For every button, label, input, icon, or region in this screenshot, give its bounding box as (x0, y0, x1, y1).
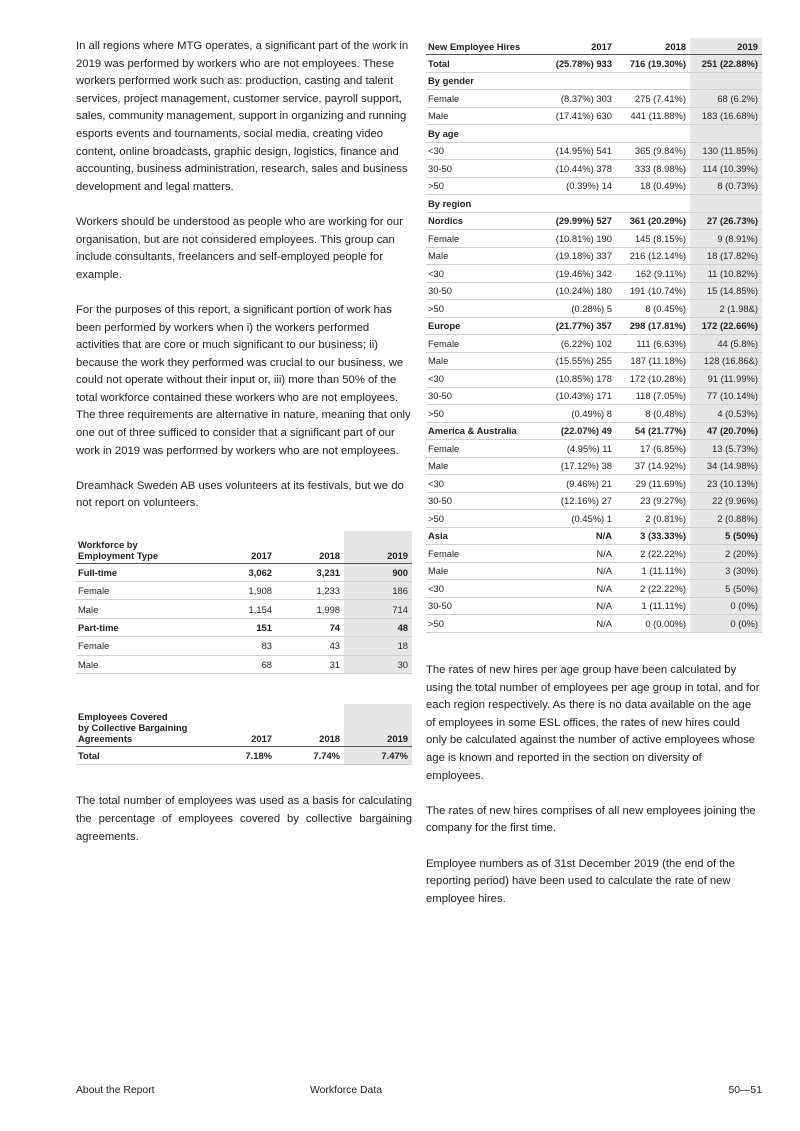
row-label: >50 (426, 510, 528, 528)
cell-value: 13 (5.73%) (690, 440, 762, 458)
cell-value: 2 (1.98&) (690, 300, 762, 318)
cell-value: 118 (7.05%) (616, 387, 690, 405)
cell-value (528, 125, 616, 143)
row-label: >50 (426, 615, 528, 633)
cell-value: N/A (528, 527, 616, 545)
row-label: <30 (426, 580, 528, 598)
cell-value: 27 (26.73%) (690, 212, 762, 230)
table-row (76, 746, 412, 764)
cell-value: 298 (17.81%) (616, 317, 690, 335)
cell-value: 22 (9.96%) (690, 492, 762, 510)
cell-value (690, 195, 762, 213)
row-label: 30-50 (426, 282, 528, 300)
table-row (426, 72, 762, 90)
right-notes (426, 662, 762, 926)
cell-value: 43 (276, 637, 344, 655)
hires-table-title: New Employee Hires (426, 38, 528, 55)
table-row (426, 562, 762, 580)
table-row (426, 142, 762, 160)
cell-value: 172 (22.66%) (690, 317, 762, 335)
row-label: Asia (426, 527, 528, 545)
table-row (76, 563, 412, 581)
table-row (426, 90, 762, 108)
row-label: Europe (426, 317, 528, 335)
row-label: Female (426, 545, 528, 563)
cell-value: N/A (528, 545, 616, 563)
cell-value: (12.16%) 27 (528, 492, 616, 510)
cell-value: 68 (220, 655, 276, 673)
table-row (426, 265, 762, 283)
table-row (426, 282, 762, 300)
table-row (76, 637, 412, 655)
cell-value: 145 (8.15%) (616, 230, 690, 248)
cell-value: 2 (22.22%) (616, 545, 690, 563)
cba-title-line1: Employees Covered (78, 710, 168, 722)
cell-value: 0 (0.00%) (616, 615, 690, 633)
table-row (426, 440, 762, 458)
workforce-table-header (76, 531, 412, 564)
table-row (426, 422, 762, 440)
row-label: 30-50 (426, 492, 528, 510)
cell-value: 29 (11.69%) (616, 475, 690, 493)
cell-value: (10.44%) 378 (528, 160, 616, 178)
cell-value: 31 (276, 655, 344, 673)
row-label: Female (76, 637, 220, 655)
table-row (426, 160, 762, 178)
table-row (426, 492, 762, 510)
workforce-table (76, 531, 412, 674)
cell-value: 9 (8.91%) (690, 230, 762, 248)
year-header: 2018 (616, 38, 690, 55)
cell-value: 47 (20.70%) (690, 422, 762, 440)
cell-value: (15.55%) 255 (528, 352, 616, 370)
table-row (426, 107, 762, 125)
workforce-title-line2: Employment Type (78, 549, 159, 561)
footer-page-numbers: 50—51 (728, 1085, 762, 1096)
cell-value: 275 (7.41%) (616, 90, 690, 108)
workers-definition-paragraph: Workers should be understood as people who are working for our organisation, but are not considered employees. This group can include consultants, freelancers and self-employed people for example. (76, 215, 403, 281)
cell-value: (6.22%) 102 (528, 335, 616, 353)
year-header: 2017 (220, 531, 276, 564)
cell-value: (0.28%) 5 (528, 300, 616, 318)
cell-value: 130 (11.85%) (690, 142, 762, 160)
table-row (426, 615, 762, 633)
cell-value: 3,231 (276, 563, 344, 581)
row-label: Male (76, 600, 220, 618)
cell-value: N/A (528, 615, 616, 633)
cell-value: 900 (344, 563, 412, 581)
cell-value: 716 (19.30%) (616, 55, 690, 73)
row-label: Male (426, 562, 528, 580)
cell-value: (4.95%) 11 (528, 440, 616, 458)
cell-value: 8 (0.73%) (690, 177, 762, 195)
cell-value: (19.46%) 342 (528, 265, 616, 283)
cell-value: 18 (344, 637, 412, 655)
footer-chapter-title: Workforce Data (310, 1085, 382, 1096)
cell-value: 191 (10.74%) (616, 282, 690, 300)
left-column (76, 38, 412, 864)
cell-value: 23 (9.27%) (616, 492, 690, 510)
cell-value: N/A (528, 580, 616, 598)
cell-value: (19.18%) 337 (528, 247, 616, 265)
first-time-paragraph: The rates of new hires comprises of all new employees joining the company for the first time. (426, 804, 756, 835)
year-header: 2017 (220, 704, 276, 747)
cell-value: (21.77%) 357 (528, 317, 616, 335)
hires-table-header (426, 38, 762, 55)
year-header: 2017 (528, 38, 616, 55)
cell-value: 162 (9.11%) (616, 265, 690, 283)
year-header: 2019 (344, 531, 412, 564)
cell-value: 1 (11.11%) (616, 562, 690, 580)
table-row (426, 352, 762, 370)
row-label: 30-50 (426, 597, 528, 615)
cba-table (76, 704, 412, 765)
cell-value: (0.49%) 8 (528, 405, 616, 423)
cell-value: 18 (17.82%) (690, 247, 762, 265)
cell-value (690, 125, 762, 143)
cell-value: 3 (33.33%) (616, 527, 690, 545)
footer-section-title: About the Report (76, 1085, 155, 1096)
volunteers-paragraph: Dreamhack Sweden AB uses volunteers at its festivals, but we do not report on volunteers. (76, 479, 404, 510)
cell-value: 1,908 (220, 582, 276, 600)
row-label: Total (426, 55, 528, 73)
table-row (76, 655, 412, 673)
cell-value: 91 (11.99%) (690, 370, 762, 388)
row-label: Male (426, 107, 528, 125)
cell-value: (10.43%) 171 (528, 387, 616, 405)
table-row (426, 597, 762, 615)
cell-value: 18 (0.49%) (616, 177, 690, 195)
cell-value: 216 (12.14%) (616, 247, 690, 265)
workforce-table-body (76, 563, 412, 673)
cell-value: 1 (11.11%) (616, 597, 690, 615)
cell-value (528, 72, 616, 90)
row-label: Female (426, 230, 528, 248)
cell-value: 1,154 (220, 600, 276, 618)
row-label: <30 (426, 142, 528, 160)
table-row (426, 212, 762, 230)
table-row (76, 582, 412, 600)
row-label: Female (76, 582, 220, 600)
row-label: >50 (426, 177, 528, 195)
table-row (426, 405, 762, 423)
row-label: Female (426, 335, 528, 353)
table-row (426, 545, 762, 563)
cell-value (616, 72, 690, 90)
cell-value (616, 125, 690, 143)
table-row (426, 580, 762, 598)
cell-value: (14.95%) 541 (528, 142, 616, 160)
row-label: >50 (426, 405, 528, 423)
intro-paragraph: In all regions where MTG operates, a significant part of the work in 2019 was performed by workers who are not employees. These workers performed work such as: production, casting and talent services, project management, customer service, payroll support, sales, community management, support in organizing and running esports events and tournaments, social media, creating video content, online broadcasts, graphic design, logistics, finance and accounting, business administration, research, sales and business development and legal matters. (76, 40, 409, 193)
cell-value: (17.12%) 38 (528, 457, 616, 475)
cell-value: 365 (9.84%) (616, 142, 690, 160)
cell-value: 5 (50%) (690, 527, 762, 545)
cell-value: 1,998 (276, 600, 344, 618)
cba-title-line3: Agreements (78, 732, 133, 744)
cba-table-title (76, 704, 220, 747)
cell-value: 2 (22.22%) (616, 580, 690, 598)
cba-table-body (76, 746, 412, 764)
cell-value: 2 (20%) (690, 545, 762, 563)
row-label: By gender (426, 72, 528, 90)
row-label: Full-time (76, 563, 220, 581)
cell-value: 4 (0.53%) (690, 405, 762, 423)
cell-value: 11 (10.82%) (690, 265, 762, 283)
cell-value: 441 (11.88%) (616, 107, 690, 125)
cell-value (528, 195, 616, 213)
row-label: >50 (426, 300, 528, 318)
row-label: By region (426, 195, 528, 213)
cell-value: 8 (0.45%) (616, 300, 690, 318)
employee-numbers-paragraph: Employee numbers as of 31st December 2019 (the end of the reporting period) have been used to calculate the rate of new employee hires. (426, 857, 735, 905)
cell-value: 7.47% (344, 746, 412, 764)
cell-value: 333 (8.98%) (616, 160, 690, 178)
table-row (426, 230, 762, 248)
cell-value: 3 (30%) (690, 562, 762, 580)
table-row (426, 177, 762, 195)
cell-value: 714 (344, 600, 412, 618)
table-row (76, 618, 412, 636)
table-row (426, 55, 762, 73)
cell-value: (22.07%) 49 (528, 422, 616, 440)
row-label: Male (76, 655, 220, 673)
cell-value: 114 (10.39%) (690, 160, 762, 178)
cell-value: 30 (344, 655, 412, 673)
cell-value: 5 (50%) (690, 580, 762, 598)
table-row (426, 527, 762, 545)
cell-value: (10.85%) 178 (528, 370, 616, 388)
hires-table-body (426, 55, 762, 633)
cell-value: 172 (10.28%) (616, 370, 690, 388)
cell-value: 48 (344, 618, 412, 636)
cell-value: 83 (220, 637, 276, 655)
cell-value: 23 (10.13%) (690, 475, 762, 493)
row-label: <30 (426, 370, 528, 388)
row-label: Male (426, 352, 528, 370)
row-label: Female (426, 90, 528, 108)
row-label: America & Australia (426, 422, 528, 440)
cba-title-line2: by Collective Bargaining (78, 721, 188, 733)
cell-value: (8.37%) 303 (528, 90, 616, 108)
cell-value: 187 (11.18%) (616, 352, 690, 370)
cell-value: 77 (10.14%) (690, 387, 762, 405)
table-row (426, 317, 762, 335)
cell-value: 111 (6.63%) (616, 335, 690, 353)
cell-value: 34 (14.98%) (690, 457, 762, 475)
cell-value: 128 (16.86&) (690, 352, 762, 370)
cell-value: 0 (0%) (690, 597, 762, 615)
cell-value: 1,233 (276, 582, 344, 600)
cell-value: 3,062 (220, 563, 276, 581)
table-row (426, 195, 762, 213)
cell-value: 186 (344, 582, 412, 600)
cell-value: 68 (6.2%) (690, 90, 762, 108)
row-label: Male (426, 457, 528, 475)
cell-value: 2 (0.81%) (616, 510, 690, 528)
table-row (426, 300, 762, 318)
cba-note-paragraph: The total number of employees was used as a basis for calculating the percentage of employees covered by collective bargaining agreements. (76, 795, 412, 843)
cell-value: N/A (528, 562, 616, 580)
cell-value: (9.46%) 21 (528, 475, 616, 493)
row-label: 30-50 (426, 160, 528, 178)
new-employee-hires-table (426, 38, 762, 633)
table-row (426, 510, 762, 528)
cell-value: 8 (0.48%) (616, 405, 690, 423)
cell-value: 37 (14.92%) (616, 457, 690, 475)
row-label: 30-50 (426, 387, 528, 405)
cell-value: 74 (276, 618, 344, 636)
cell-value: 251 (22.88%) (690, 55, 762, 73)
cell-value: N/A (528, 597, 616, 615)
table-row (426, 387, 762, 405)
table-row (426, 475, 762, 493)
significant-work-paragraph: For the purposes of this report, a significant portion of work has been performed by workers when i) the workers performed activities that are core or much significant to our business; ii) because the work they performed was crucial to our business, we could not operate without their input or, iii) more than 50% of the total workforce contained these workers who are not employees. The three requirements are alternative in nature, meaning that only one out of three sufficed to consider that a significant part of our work in 2019 was performed by workers who are not employees. (76, 303, 411, 457)
cell-value: 15 (14.85%) (690, 282, 762, 300)
table-row (426, 247, 762, 265)
year-header: 2018 (276, 704, 344, 747)
table-row (426, 457, 762, 475)
cell-value: (10.81%) 190 (528, 230, 616, 248)
cell-value: 183 (16.68%) (690, 107, 762, 125)
cell-value: (17.41%) 630 (528, 107, 616, 125)
row-label: Female (426, 440, 528, 458)
cell-value: (29.99%) 527 (528, 212, 616, 230)
row-label: Part-time (76, 618, 220, 636)
cell-value: 7.18% (220, 746, 276, 764)
cell-value: 17 (6.85%) (616, 440, 690, 458)
cell-value (690, 72, 762, 90)
workforce-table-title (76, 531, 220, 564)
row-label: Total (76, 746, 220, 764)
table-row (426, 335, 762, 353)
cell-value: (10.24%) 180 (528, 282, 616, 300)
cell-value: (0.45%) 1 (528, 510, 616, 528)
row-label: <30 (426, 475, 528, 493)
cell-value: 54 (21.77%) (616, 422, 690, 440)
year-header: 2019 (690, 38, 762, 55)
cell-value: 0 (0%) (690, 615, 762, 633)
year-header: 2019 (344, 704, 412, 747)
row-label: By age (426, 125, 528, 143)
age-rates-paragraph: The rates of new hires per age group have been calculated by using the total number of employees per age group in total, and for each region respectively. As there is no data available on the age of employees in some ESL offices, the rates of new hires could only be calculated against the number of active employees whose age is known and reported in the section on diversity of employees. (426, 664, 760, 782)
table-row (76, 600, 412, 618)
row-label: Nordics (426, 212, 528, 230)
row-label: Male (426, 247, 528, 265)
cell-value: 7.74% (276, 746, 344, 764)
cell-value: 44 (5.8%) (690, 335, 762, 353)
cell-value: 2 (0.88%) (690, 510, 762, 528)
cell-value: (25.78%) 933 (528, 55, 616, 73)
workforce-title-line1: Workforce by (78, 538, 138, 550)
table-row (426, 370, 762, 388)
cell-value: 151 (220, 618, 276, 636)
cell-value (616, 195, 690, 213)
cell-value: 361 (20.29%) (616, 212, 690, 230)
row-label: <30 (426, 265, 528, 283)
table-row (426, 125, 762, 143)
cell-value: (0.39%) 14 (528, 177, 616, 195)
cba-table-header (76, 704, 412, 747)
year-header: 2018 (276, 531, 344, 564)
